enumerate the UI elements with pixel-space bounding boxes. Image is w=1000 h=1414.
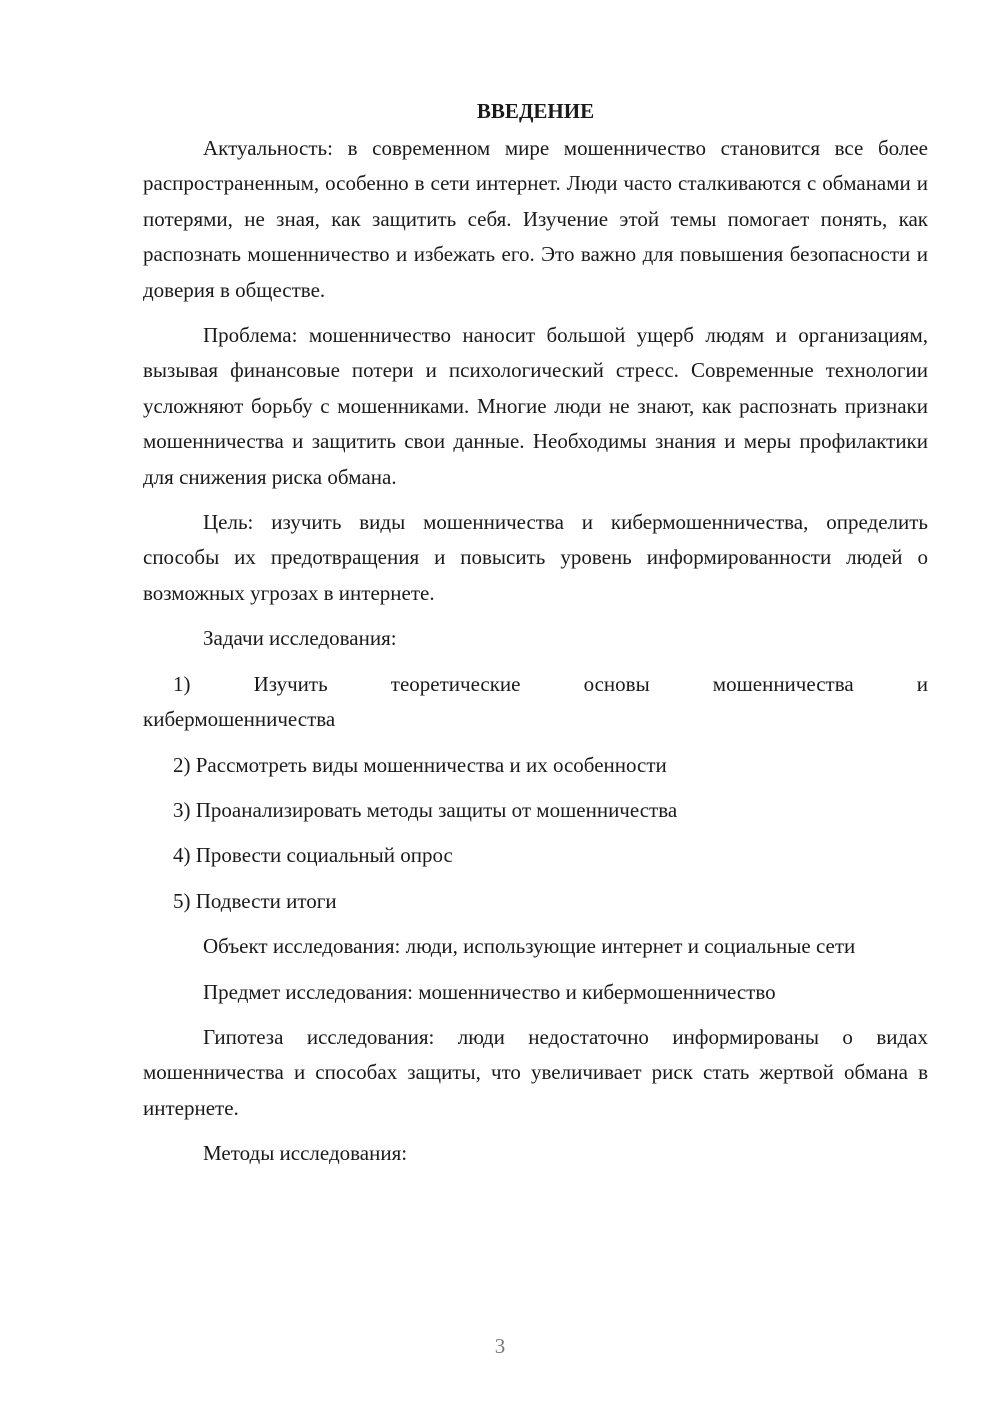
paragraph-problem: Проблема: мошенничество наносит большой ущерб людям и организациям, вызывая финансовые потери и психологический стресс. Современные технологии усложняют борьбу с мошенниками. Многие люди не знают, как распознать признаки мошенничества и защитить свои данные. Необходимы знания и меры профилактики для снижения риска обмана. [143, 323, 928, 489]
page-number: 3 [494, 1334, 506, 1358]
paragraph-hypothesis: Гипотеза исследования: люди недостаточно информированы о видах мошенничества и способах защиты, что увеличивает риск стать жертвой обмана в интернете. [143, 1024, 928, 1120]
tasks-heading: Задачи исследования: [203, 626, 397, 651]
task-item-5: 5) Подвести итоги [173, 888, 337, 913]
paragraph-goal: Цель: изучить виды мошенничества и кибермошенничества, определить способы их предотвращения и повысить уровень информированности людей о возможных угрозах в интернете. [143, 510, 928, 605]
task-item-1: 1) Изучить теоретические основы мошенничества и кибермошенничества [143, 671, 928, 732]
task-item-3: 3) Проанализировать методы защиты от мошенничества [173, 797, 678, 822]
paragraph-object: Объект исследования: люди, использующие интернет и социальные сети [203, 934, 856, 959]
task-item-4: 4) Провести социальный опрос [173, 843, 453, 868]
paragraph-subject: Предмет исследования: мошенничество и кибермошенничество [203, 979, 776, 1004]
document-page [143, 96, 928, 1182]
task-item-2: 2) Рассмотреть виды мошенничества и их особенности [173, 752, 667, 777]
paragraph-relevance: Актуальность: в современном мире мошенничество становится все более распространенным, особенно в сети интернет. Люди часто сталкиваются с обманами и потерями, не зная, как защитить себя. Изучение этой темы помогает понять, как распознать мошенничество и избежать его. Это важно для повышения безопасности и доверия в обществе. [143, 136, 928, 302]
section-title: ВВЕДЕНИЕ [476, 99, 595, 123]
methods-heading: Методы исследования: [203, 1141, 408, 1166]
